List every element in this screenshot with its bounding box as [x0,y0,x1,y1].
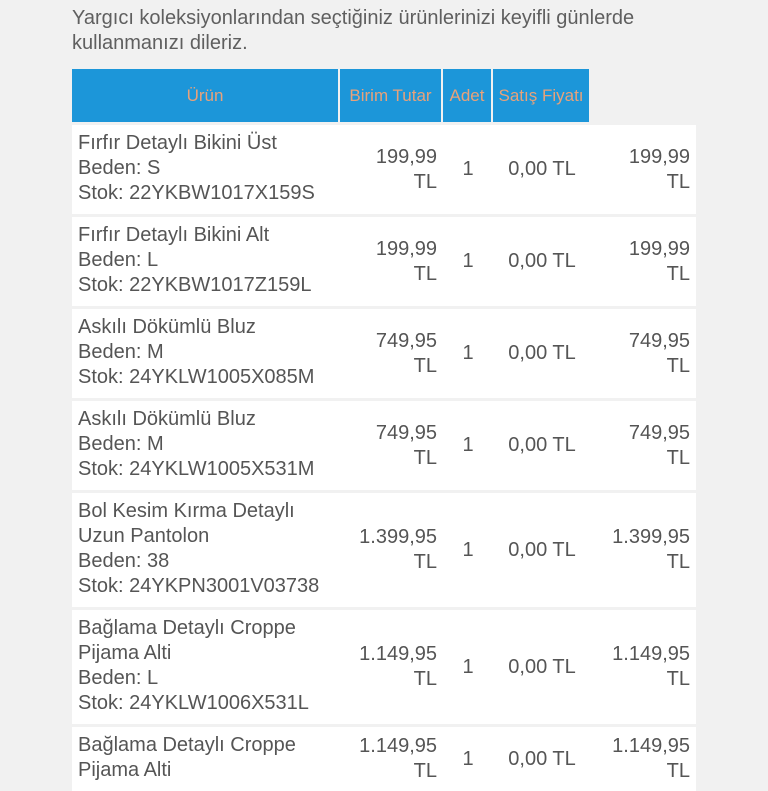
total-value: 1.149,95 [612,643,690,665]
product-size: Beden: M [78,341,164,363]
sale-price-cell: 0,00 TL [493,607,591,724]
product-name [78,499,334,549]
product-stock: Stok: 24YKLW1005X531M [78,458,315,480]
product-cell [72,122,340,214]
total-value: 1.399,95 [612,526,690,548]
order-items-table [72,69,696,791]
unit-price-cell [340,398,443,490]
unit-price-currency: TL [413,446,437,469]
unit-price-value: 1.399,95 [359,526,437,548]
product-stock: Stok: 22YKBW1017Z159L [78,274,312,296]
total-cell [591,607,696,724]
unit-price-currency: TL [413,760,437,782]
total-cell [591,490,696,607]
unit-price-currency: TL [413,262,437,285]
unit-price-value: 1.149,95 [359,735,437,757]
sale-price-cell: 0,00 TL [493,122,591,214]
sale-price-cell: 0,00 TL [493,398,591,490]
product-name [78,407,334,432]
product-cell [72,306,340,398]
quantity-cell: 1 [443,607,493,724]
table-row-2 [72,214,696,306]
product-stock: Stok: 24YKLW1006X531L [78,692,309,714]
product-name-line: Pijama Alti [78,759,172,781]
total-currency: TL [666,262,690,285]
quantity-cell: 1 [443,398,493,490]
product-cell [72,607,340,724]
unit-price-cell [340,490,443,607]
unit-price-currency: TL [413,170,437,193]
table-header-row [72,69,696,122]
table-row-5 [72,490,696,607]
product-name [78,223,334,248]
sale-price-cell: 0,00 TL [493,306,591,398]
total-value: 749,95 [628,421,690,444]
product-name [78,616,334,666]
table-row-7 [72,724,696,791]
intro-text: Yargıcı koleksiyonlarından seçtiğiniz ürünlerinizi keyifli günlerde kullanmanızı dileriz. [72,7,635,54]
product-size: Beden: M [78,433,164,455]
header-quantity: Adet [443,69,493,122]
product-name [78,315,334,340]
product-name-line: Bol Kesim Kırma Detaylı [78,500,295,522]
sale-price-cell: 0,00 TL [493,724,591,791]
product-cell [72,214,340,306]
product-size: Beden: 38 [78,550,170,572]
product-cell [72,398,340,490]
unit-price-value: 749,95 [375,421,437,444]
product-name-line: Pijama Alti [78,642,172,664]
unit-price-value: 749,95 [375,329,437,352]
quantity-cell: 1 [443,122,493,214]
product-size: Beden: S [78,157,161,179]
unit-price-currency: TL [413,551,437,573]
quantity-cell: 1 [443,724,493,791]
product-name-line: Fırfır Detaylı Bikini Alt [78,224,270,246]
table-row-4 [72,398,696,490]
total-cell [591,724,696,791]
total-currency: TL [666,760,690,782]
unit-price-cell [340,214,443,306]
product-name-line: Askılı Dökümlü Bluz [78,408,256,430]
header-total-empty [591,69,696,122]
total-cell [591,398,696,490]
total-value: 199,99 [628,145,690,168]
product-name-line: Uzun Pantolon [78,525,210,547]
product-size: Beden: L [78,667,159,689]
unit-price-cell [340,607,443,724]
product-stock: Stok: 24YKPN3001V03738 [78,575,320,597]
product-name-line: Fırfır Detaylı Bikini Üst [78,132,277,154]
total-currency: TL [666,354,690,377]
total-value: 199,99 [628,237,690,260]
total-cell [591,306,696,398]
total-cell [591,214,696,306]
unit-price-cell [340,724,443,791]
unit-price-cell [340,306,443,398]
unit-price-value: 1.149,95 [359,643,437,665]
quantity-cell: 1 [443,306,493,398]
table-row-3 [72,306,696,398]
unit-price-currency: TL [413,354,437,377]
order-items-table-wrapper [72,69,696,791]
product-cell [72,724,340,791]
sale-price-cell: 0,00 TL [493,214,591,306]
total-cell [591,122,696,214]
quantity-cell: 1 [443,490,493,607]
total-value: 1.149,95 [612,735,690,757]
product-size: Beden: L [78,249,159,271]
product-name-line: Bağlama Detaylı Croppe [78,734,296,756]
total-currency: TL [666,446,690,469]
product-name-line: Askılı Dökümlü Bluz [78,316,256,338]
table-header [72,69,696,122]
unit-price-value: 199,99 [375,237,437,260]
product-name [78,733,334,783]
total-value: 749,95 [628,329,690,352]
unit-price-value: 199,99 [375,145,437,168]
product-stock: Stok: 24YKLW1005X085M [78,366,315,388]
table-row-6 [72,607,696,724]
total-currency: TL [666,551,690,573]
quantity-cell: 1 [443,214,493,306]
sale-price-cell: 0,00 TL [493,490,591,607]
header-unit-price: Birim Tutar [340,69,443,122]
header-product: Ürün [72,69,340,122]
total-currency: TL [666,668,690,690]
unit-price-currency: TL [413,668,437,690]
product-cell [72,490,340,607]
table-body [72,122,696,791]
table-row-1 [72,122,696,214]
product-name-line: Bağlama Detaylı Croppe [78,617,296,639]
total-currency: TL [666,170,690,193]
product-stock: Stok: 22YKBW1017X159S [78,182,315,204]
header-sale-price: Satış Fiyatı [493,69,591,122]
unit-price-cell [340,122,443,214]
product-name [78,131,334,156]
